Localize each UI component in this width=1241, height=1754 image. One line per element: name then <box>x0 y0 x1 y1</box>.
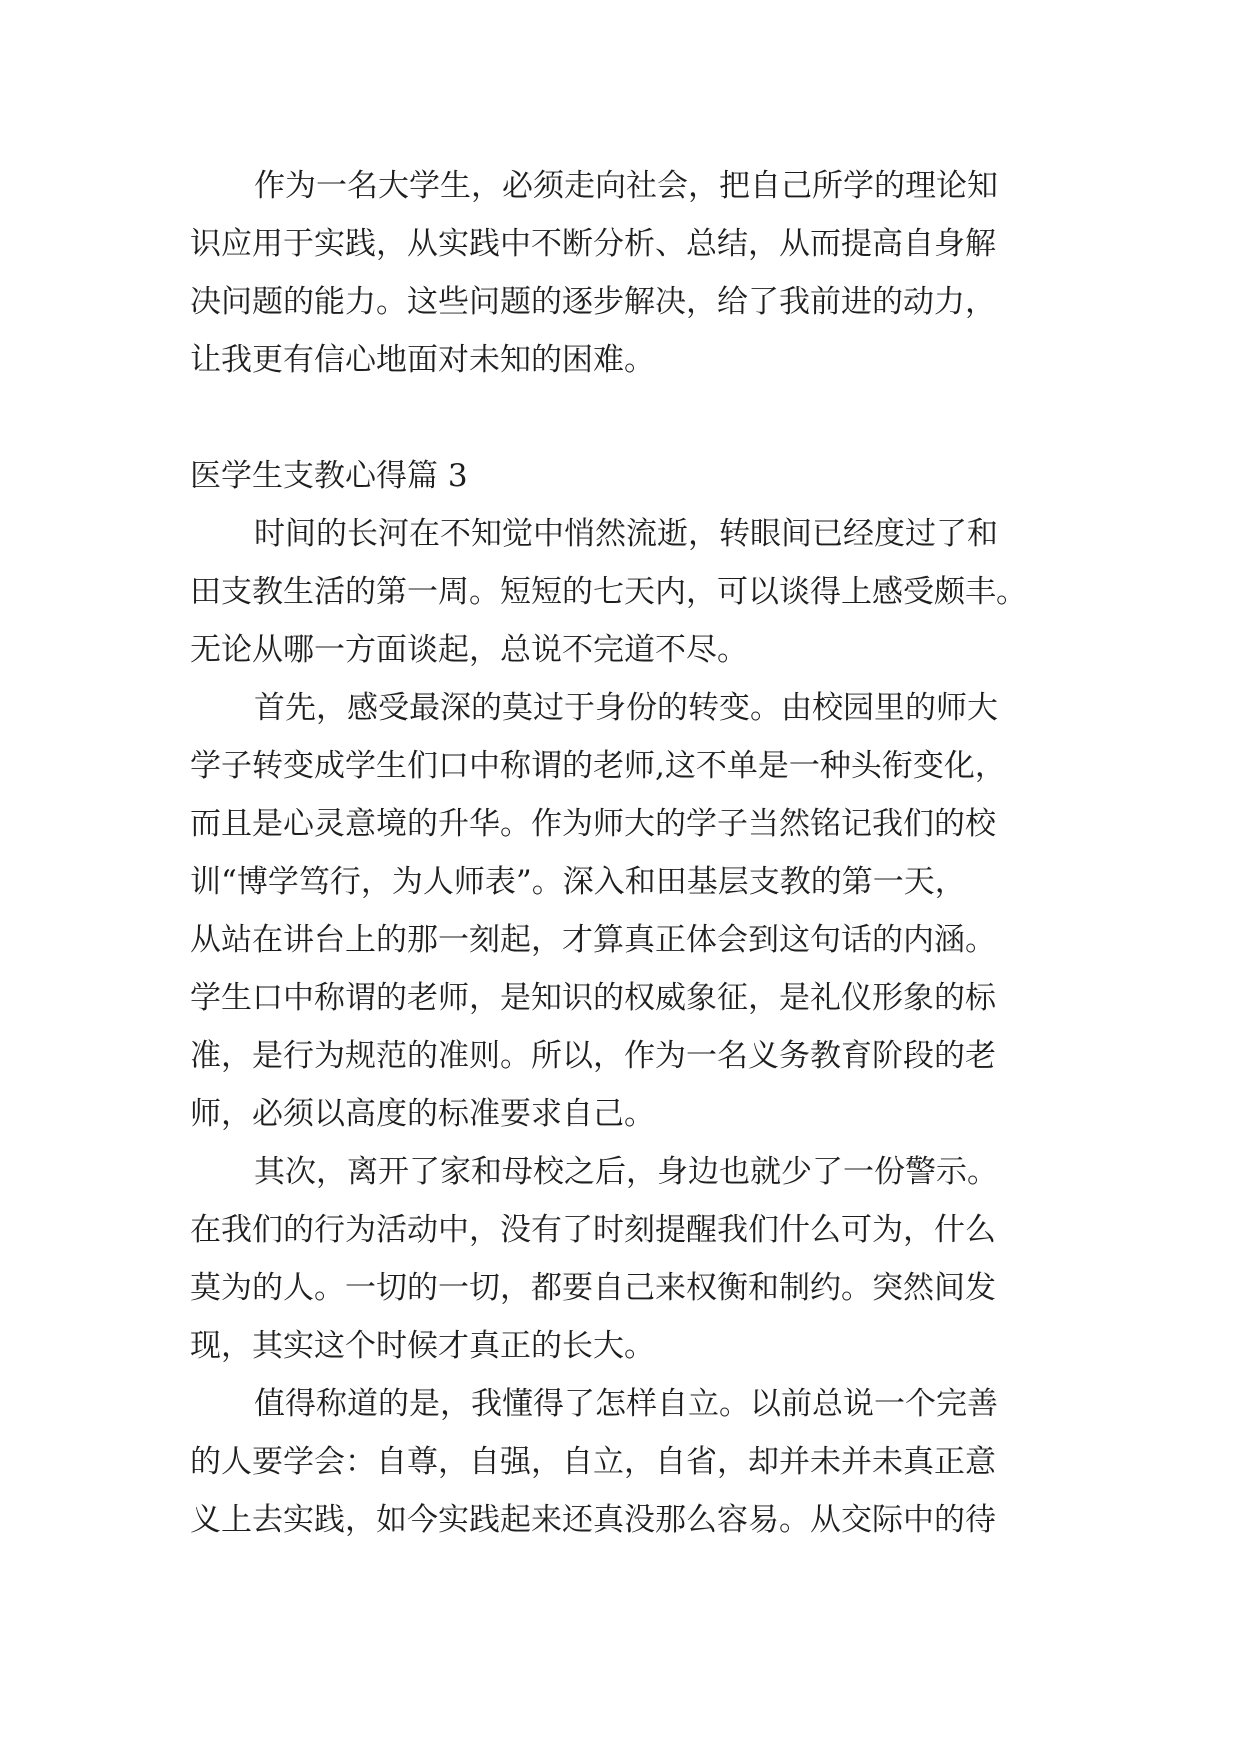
paragraph-line: 而且是心灵意境的升华。作为师大的学子当然铭记我们的校 <box>190 806 996 842</box>
paragraph-line: 首先，感受最深的莫过于身份的转变。由校园里的师大 <box>254 690 998 726</box>
paragraph-line: 莫为的人。一切的一切，都要自己来权衡和制约。突然间发 <box>190 1270 996 1306</box>
section-heading: 医学生支教心得篇 3 <box>190 458 468 494</box>
paragraph-line: 在我们的行为活动中，没有了时刻提醒我们什么可为，什么 <box>190 1212 996 1248</box>
paragraph-line: 值得称道的是，我懂得了怎样自立。以前总说一个完善 <box>254 1386 998 1422</box>
paragraph-line: 决问题的能力。这些问题的逐步解决，给了我前进的动力， <box>190 284 996 320</box>
paragraph-line: 的人要学会：自尊，自强，自立，自省，却并未并未真正意 <box>190 1444 996 1480</box>
paragraph-line: 其次，离开了家和母校之后，身边也就少了一份警示。 <box>254 1154 998 1190</box>
paragraph-line: 现，其实这个时候才真正的长大。 <box>190 1328 655 1364</box>
paragraph-line: 无论从哪一方面谈起，总说不完道不尽。 <box>190 632 748 668</box>
paragraph-line: 作为一名大学生，必须走向社会，把自己所学的理论知 <box>254 168 998 204</box>
paragraph-line: 师，必须以高度的标准要求自己。 <box>190 1096 655 1132</box>
paragraph-line: 准，是行为规范的准则。所以，作为一名义务教育阶段的老 <box>190 1038 996 1074</box>
paragraph-line: 学子转变成学生们口中称谓的老师,这不单是一种头衔变化， <box>190 748 1006 784</box>
paragraph-line: 学生口中称谓的老师，是知识的权威象征，是礼仪形象的标 <box>190 980 996 1016</box>
paragraph-line: 让我更有信心地面对未知的困难。 <box>190 342 655 378</box>
paragraph-line: 田支教生活的第一周。短短的七天内，可以谈得上感受颇丰。 <box>190 574 1027 610</box>
paragraph-line: 时间的长河在不知觉中悄然流逝，转眼间已经度过了和 <box>254 516 998 552</box>
paragraph-line: 训“博学笃行，为人师表”。深入和田基层支教的第一天， <box>190 864 966 900</box>
paragraph-line: 义上去实践，如今实践起来还真没那么容易。从交际中的待 <box>190 1502 996 1538</box>
paragraph-line: 识应用于实践，从实践中不断分析、总结，从而提高自身解 <box>190 226 996 262</box>
paragraph-line: 从站在讲台上的那一刻起，才算真正体会到这句话的内涵。 <box>190 922 996 958</box>
